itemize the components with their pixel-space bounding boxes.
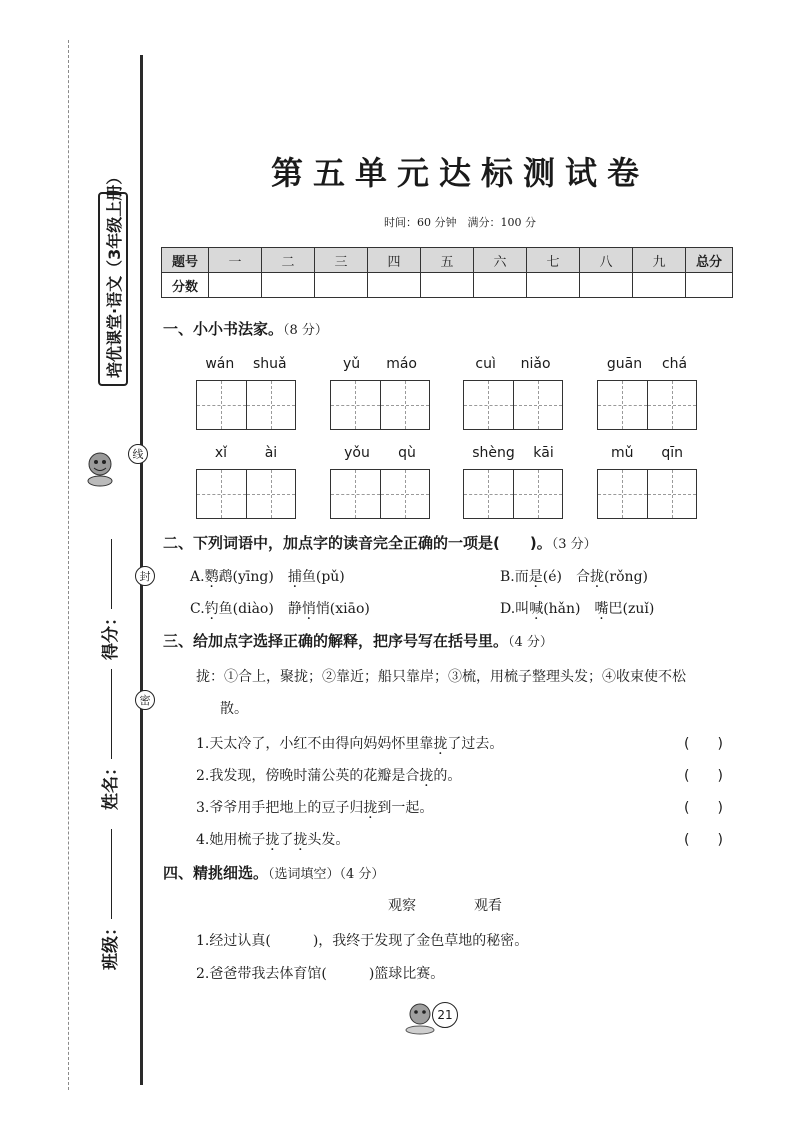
writing-cell[interactable]	[513, 381, 563, 429]
writing-grid	[597, 445, 697, 519]
item-text: 4.她用梳子	[196, 832, 266, 848]
definition-line: 拢：①合上，聚拢；②靠近；船只靠岸；③梳，用梳子整理头发；④收束使不松	[196, 669, 686, 685]
option-c	[190, 598, 370, 618]
word-choice: 观察	[388, 898, 416, 914]
score-cell[interactable]	[421, 273, 474, 298]
seal-feng: 封	[135, 566, 155, 586]
name-field	[96, 669, 121, 810]
seal-mi: 密	[135, 690, 155, 710]
item-text: 3.爷爷用手把地上的豆子归	[196, 800, 364, 816]
page-title: 第五单元达标测试卷	[270, 154, 649, 192]
pinyin: ài	[264, 445, 278, 461]
writing-grid	[463, 356, 563, 430]
q4-title: 四、精挑细选。	[163, 864, 269, 882]
class-blank[interactable]	[111, 829, 112, 919]
pinyin: chá	[661, 356, 688, 372]
writing-cell[interactable]	[197, 381, 246, 429]
writing-cell[interactable]	[331, 470, 380, 518]
writing-grid	[196, 445, 296, 519]
opt-text: 悄(xiāo)	[315, 601, 370, 617]
name-blank[interactable]	[111, 669, 112, 759]
score-header-cell: 总分	[686, 248, 733, 273]
mascot-icon	[80, 448, 120, 488]
writing-grid	[196, 356, 296, 430]
q3-item	[196, 733, 503, 753]
dotted-char: 拢	[419, 768, 434, 784]
writing-cell[interactable]	[647, 381, 697, 429]
score-header-cell: 九	[633, 248, 686, 273]
q1-heading	[163, 318, 328, 339]
writing-cell[interactable]	[513, 470, 563, 518]
score-cell[interactable]	[580, 273, 633, 298]
writing-cell[interactable]	[647, 470, 697, 518]
score-cell[interactable]	[633, 273, 686, 298]
dotted-char: 喊	[529, 601, 544, 617]
writing-cell[interactable]	[380, 470, 430, 518]
item-text: 了过去。	[447, 736, 504, 752]
opt-letter: C.	[190, 601, 205, 617]
class-field	[96, 829, 121, 970]
q2-title: 二、下列词语中，加点字的读音完全正确的一项是( )。	[163, 534, 552, 552]
score-value-row	[162, 273, 733, 298]
dotted-char: 拢	[293, 832, 308, 848]
q2-heading	[163, 532, 597, 553]
answer-paren[interactable]: ( )	[684, 832, 723, 848]
score-header-cell: 二	[262, 248, 315, 273]
q3-heading	[163, 630, 553, 651]
opt-text: 巴(zuǐ)	[608, 601, 655, 617]
pinyin: qīn	[661, 445, 684, 461]
cut-line	[68, 40, 69, 1090]
score-header-cell: 六	[474, 248, 527, 273]
opt-text: (é)	[542, 569, 562, 585]
opt-text: (rǒng)	[603, 569, 648, 585]
opt-text: 鱼(pǔ)	[301, 569, 345, 585]
q4-points: （选词填空）（4 分）	[268, 867, 385, 882]
dotted-char: 是	[528, 569, 543, 585]
seal-xian: 线	[128, 444, 148, 464]
q4-heading	[163, 862, 384, 883]
pinyin: niǎo	[520, 356, 551, 372]
dotted-char: 捕	[287, 569, 302, 585]
opt-text: 静	[287, 601, 302, 617]
score-field	[96, 539, 121, 660]
option-a	[190, 566, 345, 586]
pinyin: shuǎ	[253, 356, 287, 372]
score-label: 得分：	[101, 609, 121, 660]
score-header-cell: 五	[421, 248, 474, 273]
writing-cell[interactable]	[598, 381, 647, 429]
score-header-cell: 七	[527, 248, 580, 273]
pinyin: guān	[606, 356, 643, 372]
dotted-char: 嘴	[594, 601, 609, 617]
writing-cell[interactable]	[246, 470, 296, 518]
pinyin: shèng	[472, 445, 515, 461]
q4-item: 2.爸爸带我去体育馆( )篮球比赛。	[196, 966, 445, 982]
writing-cell[interactable]	[464, 381, 513, 429]
answer-paren[interactable]: ( )	[684, 768, 723, 784]
word-choice: 观看	[474, 898, 502, 914]
pinyin: mǔ	[610, 445, 634, 461]
page-number-badge	[404, 1000, 462, 1040]
score-header-row	[162, 248, 733, 273]
answer-paren[interactable]: ( )	[684, 736, 723, 752]
score-cell[interactable]	[262, 273, 315, 298]
q3-title: 三、给加点字选择正确的解释，把序号写在括号里。	[163, 632, 509, 650]
writing-cell[interactable]	[598, 470, 647, 518]
score-header-cell: 三	[315, 248, 368, 273]
dotted-char: 鹦	[204, 569, 219, 585]
score-blank[interactable]	[111, 539, 112, 609]
dotted-char: 拢	[363, 800, 378, 816]
writing-cell[interactable]	[380, 381, 430, 429]
q2-points: （3 分）	[551, 537, 597, 552]
answer-paren[interactable]: ( )	[684, 800, 723, 816]
item-text: 了	[279, 832, 294, 848]
writing-grid	[597, 356, 697, 430]
item-text: 头发。	[307, 832, 350, 848]
q3-points: （4 分）	[508, 635, 553, 650]
writing-cell[interactable]	[331, 381, 380, 429]
score-header-cell: 题号	[162, 248, 209, 273]
score-header-cell: 八	[580, 248, 633, 273]
q3-item	[196, 765, 461, 785]
q1-title: 一、小小书法家。	[163, 320, 284, 338]
item-text: 2.我发现，傍晚时蒲公英的花瓣是合	[196, 768, 420, 784]
pinyin: qù	[398, 445, 416, 461]
dotted-char: 拢	[589, 569, 604, 585]
opt-text: 合	[575, 569, 590, 585]
writing-grid	[330, 445, 430, 519]
pinyin: yǒu	[344, 445, 370, 461]
score-cell[interactable]	[527, 273, 580, 298]
dotted-char: 拢	[433, 736, 448, 752]
opt-text: 鹉(yīng)	[218, 569, 274, 585]
name-label: 姓名：	[101, 759, 121, 810]
score-header-cell: 一	[209, 248, 262, 273]
pinyin: kāi	[533, 445, 554, 461]
writing-cell[interactable]	[246, 381, 296, 429]
score-cell[interactable]	[686, 273, 733, 298]
pinyin: máo	[386, 356, 417, 372]
writing-cell[interactable]	[464, 470, 513, 518]
pinyin: xǐ	[214, 445, 228, 461]
opt-letter: A.	[190, 569, 205, 585]
opt-letter: B.而	[500, 569, 529, 585]
score-header-cell: 四	[368, 248, 421, 273]
exam-meta: 时间：60 分钟 满分：100 分	[384, 216, 536, 229]
score-cell[interactable]	[209, 273, 262, 298]
writing-cell[interactable]	[197, 470, 246, 518]
writing-grid	[463, 445, 563, 519]
item-text: 到一起。	[377, 800, 434, 816]
q4-item: 1.经过认真( )，我终于发现了金色草地的秘密。	[196, 933, 529, 949]
option-d	[500, 598, 654, 618]
pinyin: wán	[205, 356, 235, 372]
score-cell[interactable]	[474, 273, 527, 298]
q3-item	[196, 829, 349, 849]
score-row-label: 分数	[162, 273, 209, 298]
q3-item	[196, 797, 433, 817]
dotted-char: 拢	[265, 832, 280, 848]
opt-text: (hǎn)	[543, 601, 581, 617]
series-label: 培优课堂·语文（3年级上册）	[105, 168, 124, 378]
dotted-char: 悄	[301, 601, 316, 617]
score-table	[161, 247, 733, 298]
q1-points: （8 分）	[283, 323, 328, 338]
class-label: 班级：	[101, 919, 121, 970]
page-number: 21	[432, 1002, 458, 1028]
writing-grid	[330, 356, 430, 430]
definition-line: 散。	[220, 701, 248, 717]
item-text: 1.天太冷了，小红不由得向妈妈怀里靠	[196, 736, 434, 752]
score-cell[interactable]	[368, 273, 421, 298]
dotted-char: 钓	[204, 601, 219, 617]
option-b	[500, 566, 648, 586]
opt-text: 鱼(diào)	[218, 601, 274, 617]
item-text: 的。	[433, 768, 462, 784]
score-cell[interactable]	[315, 273, 368, 298]
opt-letter: D.叫	[500, 601, 530, 617]
pinyin: cuì	[475, 356, 496, 372]
pinyin: yǔ	[343, 356, 361, 372]
